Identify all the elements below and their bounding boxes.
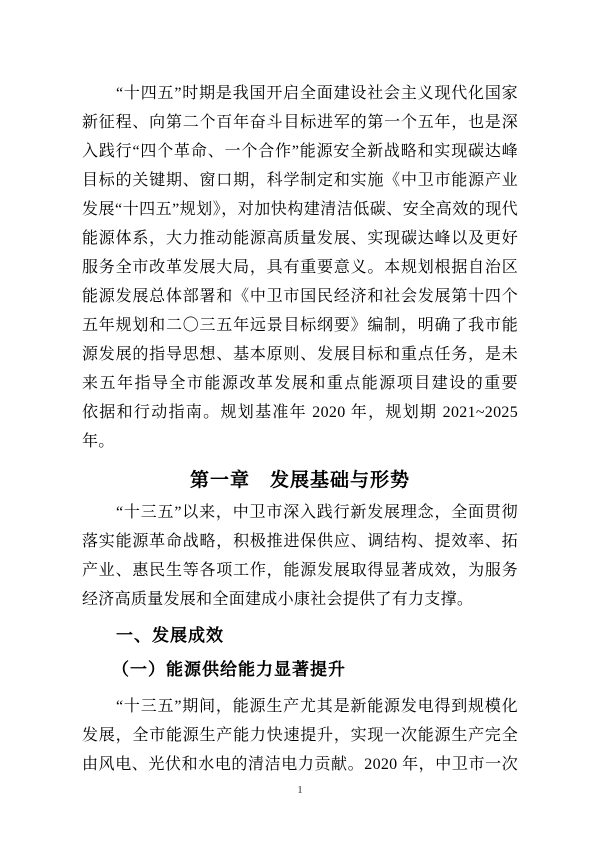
chapter-heading: 第一章 发展基础与形势 <box>189 470 410 491</box>
document-body <box>82 79 518 779</box>
text-line: 年。 <box>82 433 115 450</box>
text-line: 落实能源革命战略，积极推进保供应、调结构、提效率、拓 <box>82 533 518 550</box>
text-line: 依据和行动指南。规划基准年 2020 年，规划期 2021~2025 <box>82 404 518 421</box>
subsection-heading-energy-supply: （一）能源供给能力显著提升 <box>112 660 346 679</box>
text-line: 能源发展总体部署和《中卫市国民经济和社会发展第十四个 <box>82 288 518 305</box>
text-line: 经济高质量发展和全面建成小康社会提供了有力支撑。 <box>82 591 474 608</box>
text-line: 目标的关键期、窗口期，科学制定和实施《中卫市能源产业 <box>82 172 518 189</box>
text-line: “十三五”以来，中卫市深入践行新发展理念，全面贯彻 <box>116 504 518 521</box>
text-line: 入践行“四个革命、一个合作”能源安全新战略和实现碳达峰 <box>82 143 518 160</box>
section-heading-development-achievements: 一、发展成效 <box>116 626 224 645</box>
achievements-paragraph <box>82 692 518 779</box>
text-line: 发展“十四五”规划》，对加快构建清洁低碳、安全高效的现代 <box>82 201 518 218</box>
text-line: “十三五”期间，能源生产尤其是新能源发电得到规模化 <box>116 698 518 715</box>
text-line: 五年规划和二〇三五年远景目标纲要》编制，明确了我市能 <box>82 317 518 334</box>
text-line: 产业、惠民生等各项工作，能源发展取得显著成效，为服务 <box>82 562 518 579</box>
text-line: 新征程、向第二个百年奋斗目标进军的第一个五年，也是深 <box>82 114 518 131</box>
text-line: 服务全市改革发展大局，具有重要意义。本规划根据自治区 <box>82 259 518 276</box>
text-line: “十四五”时期是我国开启全面建设社会主义现代化国家 <box>116 85 518 102</box>
text-line: 发展，全市能源生产能力快速提升，实现一次能源生产完全 <box>82 727 518 744</box>
text-line: 由风电、光伏和水电的清洁电力贡献。2020 年，中卫市一次 <box>82 756 518 773</box>
page-number: 1 <box>297 784 303 796</box>
intro-paragraph <box>82 79 518 456</box>
text-line: 源发展的指导思想、基本原则、发展目标和重点任务，是未 <box>82 346 518 363</box>
text-line: 能源体系，大力推动能源高质量发展、实现碳达峰以及更好 <box>82 230 518 247</box>
chapter-intro-paragraph <box>82 498 518 614</box>
text-line: 来五年指导全市能源改革发展和重点能源项目建设的重要 <box>82 375 518 392</box>
